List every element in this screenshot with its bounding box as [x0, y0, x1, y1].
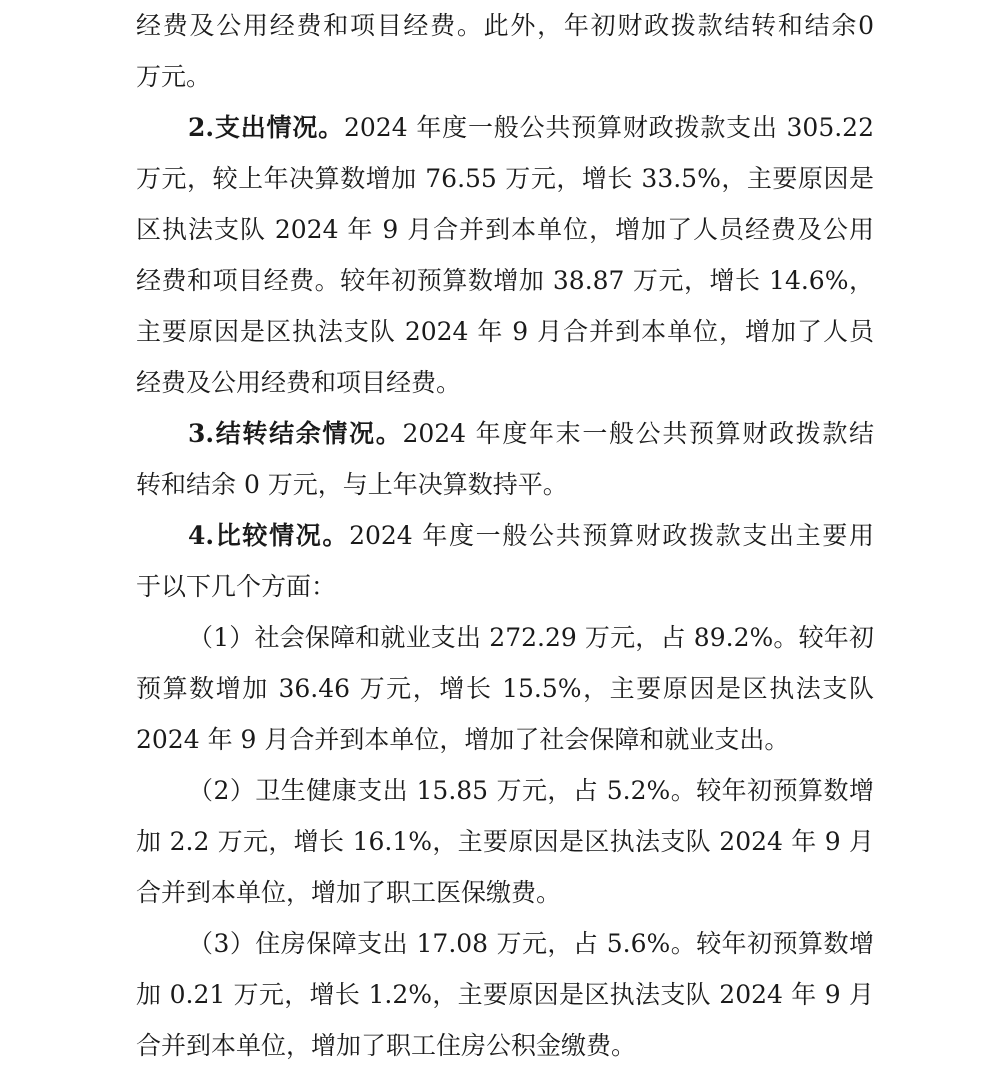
- text-line: 预算数增加 36.46 万元，增长 15.5%，主要原因是区执法支队: [136, 674, 874, 703]
- text-run: 2024 年度一般公共预算财政拨款支出主要用: [349, 521, 874, 550]
- paragraph-comparison: [136, 510, 874, 612]
- paragraph-item-1: [136, 612, 874, 765]
- text-line: 经费和项目经费。较年初预算数增加 38.87 万元，增长 14.6%，: [136, 266, 874, 295]
- text-line: 加 0.21 万元，增长 1.2%，主要原因是区执法支队 2024 年 9 月: [136, 980, 874, 1009]
- text-line: 2024 年 9 月合并到本单位，增加了社会保障和就业支出。: [136, 725, 790, 754]
- text-line: 合并到本单位，增加了职工医保缴费。: [136, 878, 562, 907]
- text-line: 万元。: [136, 62, 212, 91]
- section-heading: 2.支出情况。: [188, 113, 344, 142]
- text-line: 转和结余 0 万元，与上年决算数持平。: [136, 470, 568, 499]
- text-run: 2024 年度年末一般公共预算财政拨款结: [402, 419, 874, 448]
- text-line: （3）住房保障支出 17.08 万元，占 5.6%。较年初预算数增: [188, 929, 874, 958]
- text-line: [136, 102, 874, 153]
- paragraph-carryover: [136, 408, 874, 510]
- text-line: 万元，较上年决算数增加 76.55 万元，增长 33.5%，主要原因是: [136, 164, 874, 193]
- text-line: （1）社会保障和就业支出 272.29 万元，占 89.2%。较年初: [188, 623, 874, 652]
- paragraph-item-3: [136, 918, 874, 1071]
- text-line: （2）卫生健康支出 15.85 万元，占 5.2%。较年初预算数增: [188, 776, 874, 805]
- section-heading: 4.比较情况。: [188, 521, 350, 550]
- paragraph: [136, 0, 874, 102]
- paragraph-expenditure: [136, 102, 874, 408]
- text-line: [136, 408, 874, 459]
- text-line: 加 2.2 万元，增长 16.1%，主要原因是区执法支队 2024 年 9 月: [136, 827, 874, 856]
- text-run: 2024 年度一般公共预算财政拨款支出 305.22: [343, 113, 874, 142]
- section-heading: 3.结转结余情况。: [188, 419, 403, 448]
- paragraph-item-2: [136, 765, 874, 918]
- text-line: 经费及公用经费和项目经费。此外，年初财政拨款结转和结余0: [136, 11, 874, 40]
- text-line: 经费及公用经费和项目经费。: [136, 368, 462, 397]
- text-line: [136, 510, 874, 561]
- text-line: 于以下几个方面：: [136, 572, 337, 601]
- document-page: [136, 0, 874, 1071]
- text-line: 合并到本单位，增加了职工住房公积金缴费。: [136, 1031, 637, 1060]
- text-line: 区执法支队 2024 年 9 月合并到本单位，增加了人员经费及公用: [136, 215, 874, 244]
- text-line: 主要原因是区执法支队 2024 年 9 月合并到本单位，增加了人员: [136, 317, 874, 346]
